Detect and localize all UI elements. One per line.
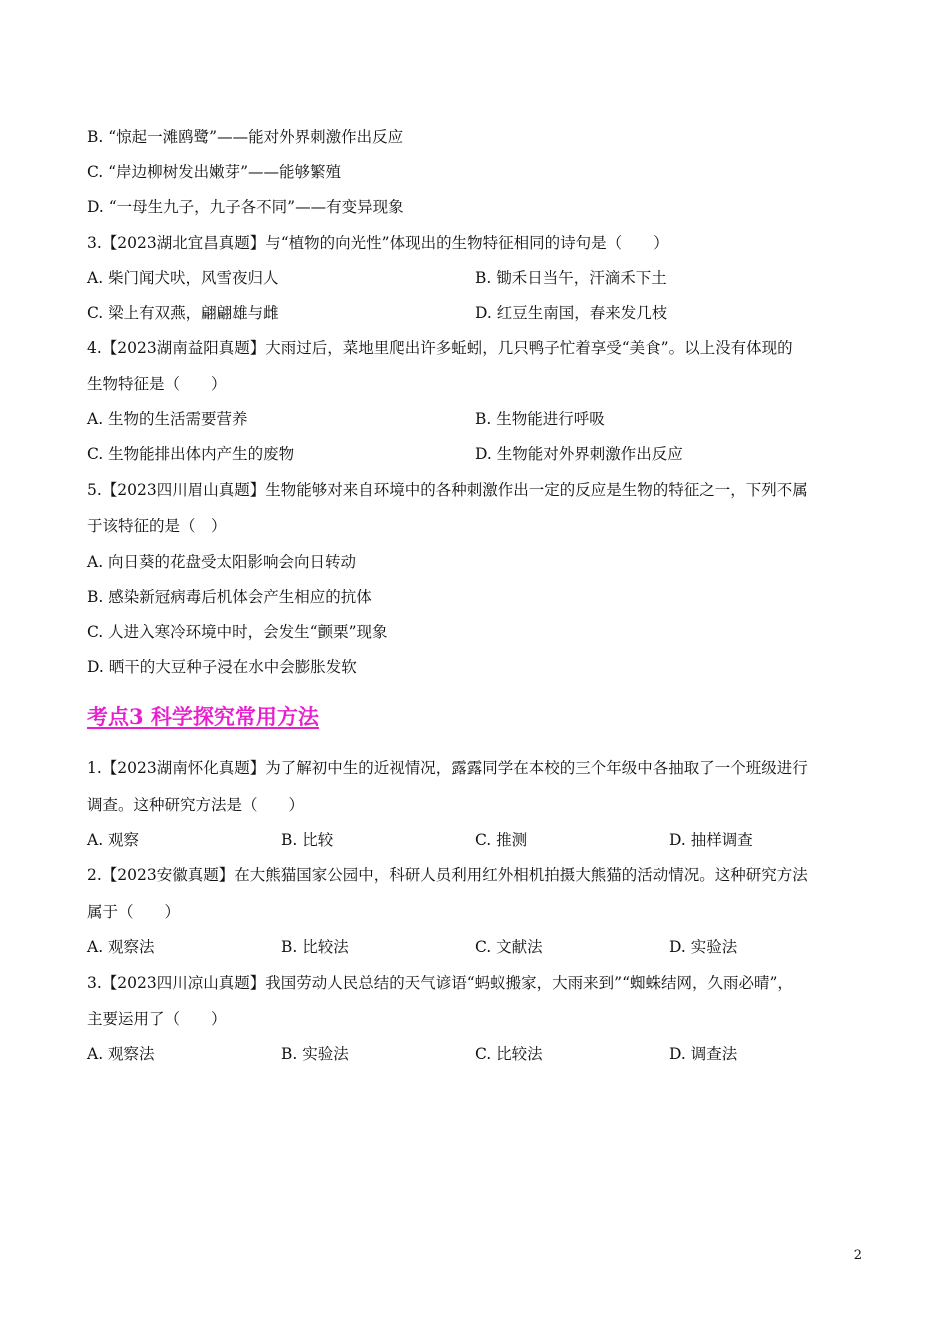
option-d: D. 晒干的大豆种子浸在水中会膨胀发软 [87, 658, 357, 676]
question-stem: 5.【2023四川眉山真题】生物能够对来自环境中的各种刺激作出一定的反应是生物的特征之一，下列不属 [87, 481, 808, 499]
option-d: D. 抽样调查 [669, 831, 753, 849]
question-stem: 2.【2023安徽真题】在大熊猫国家公园中，科研人员利用红外相机拍摄大熊猫的活动情况。这种研究方法 [87, 866, 808, 884]
option-d: D. 红豆生南国，春来发几枝 [475, 304, 668, 322]
option-b: B. 锄禾日当午，汗滴禾下土 [475, 269, 667, 287]
page-number: 2 [853, 1248, 862, 1263]
option-c: C. 推测 [475, 831, 528, 849]
option-c: C. “岸边柳树发出嫩芽”——能够繁殖 [87, 163, 342, 181]
option-b: B. 比较 [281, 831, 334, 849]
question-stem-continued: 生物特征是（ ） [87, 375, 227, 393]
option-d: D. 实验法 [669, 938, 738, 956]
option-c: C. 梁上有双燕，翩翩雄与雌 [87, 304, 279, 322]
question-stem-continued: 调查。这种研究方法是（ ） [87, 796, 305, 814]
option-d: D. 调查法 [669, 1045, 738, 1063]
question-stem: 3.【2023湖北宜昌真题】与“植物的向光性”体现出的生物特征相同的诗句是（ ） [87, 234, 669, 252]
option-c: C. 比较法 [475, 1045, 543, 1063]
option-d: D. 生物能对外界刺激作出反应 [475, 445, 683, 463]
question-stem-continued: 于该特征的是（ ） [87, 517, 227, 535]
question-stem: 3.【2023四川凉山真题】我国劳动人民总结的天气谚语“蚂蚁搬家，大雨来到”“蜘蛛结网，久雨必晴”， [87, 974, 793, 992]
question-stem-continued: 属于（ ） [87, 903, 181, 921]
option-a: A. 生物的生活需要营养 [87, 410, 248, 428]
option-a: A. 柴门闻犬吠，风雪夜归人 [87, 269, 279, 287]
option-d: D. “一母生九子，九子各不同”——有变异现象 [87, 198, 404, 216]
option-c: C. 人进入寒冷环境中时，会发生“颤栗”现象 [87, 623, 388, 641]
question-stem-continued: 主要运用了（ ） [87, 1010, 227, 1028]
option-c: C. 文献法 [475, 938, 543, 956]
option-b: B. “惊起一滩鸥鹭”——能对外界刺激作出反应 [87, 128, 404, 146]
section-heading: 考点3 科学探究常用方法 [87, 704, 319, 729]
question-stem: 1.【2023湖南怀化真题】为了解初中生的近视情况，露露同学在本校的三个年级中各抽取了一个班级进行 [87, 759, 808, 777]
option-b: B. 生物能进行呼吸 [475, 410, 605, 428]
option-b: B. 比较法 [281, 938, 349, 956]
option-a: A. 向日葵的花盘受太阳影响会向日转动 [87, 553, 357, 571]
question-stem: 4.【2023湖南益阳真题】大雨过后，菜地里爬出许多蚯蚓，几只鸭子忙着享受“美食”。以上没有体现的 [87, 339, 793, 357]
option-b: B. 感染新冠病毒后机体会产生相应的抗体 [87, 588, 372, 606]
option-b: B. 实验法 [281, 1045, 349, 1063]
option-a: A. 观察 [87, 831, 140, 849]
option-a: A. 观察法 [87, 1045, 155, 1063]
option-a: A. 观察法 [87, 938, 155, 956]
option-c: C. 生物能排出体内产生的废物 [87, 445, 295, 463]
